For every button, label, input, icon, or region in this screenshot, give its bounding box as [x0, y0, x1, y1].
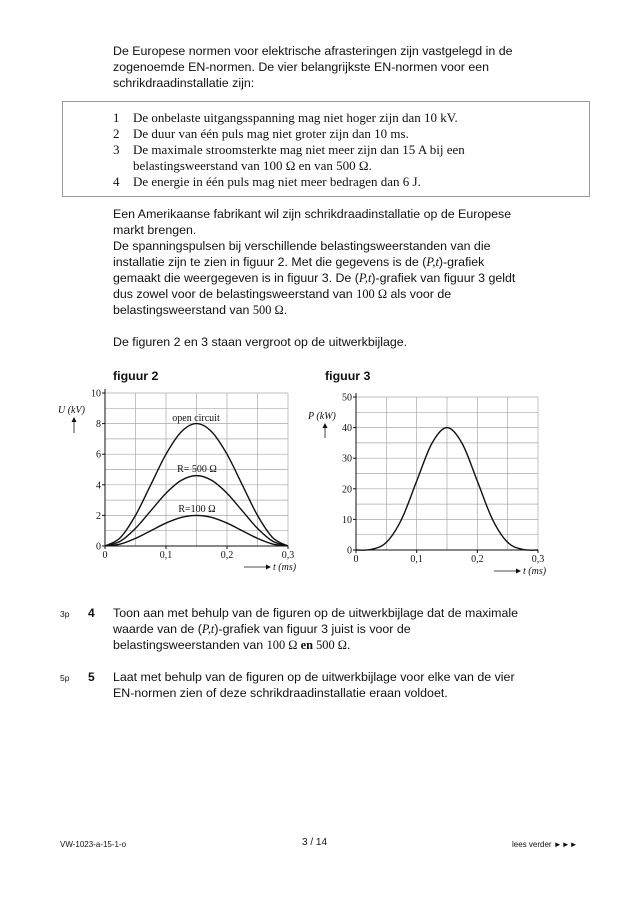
y-tick-label: 10 [91, 388, 101, 400]
body-line-5: gemaakt die weergegeven is in figuur 3. De (P,t)-grafiek van figuur 3 geldt [113, 271, 516, 285]
y-tick-label: 2 [96, 510, 101, 522]
pt-symbol: P,t [426, 255, 439, 269]
y-axis-label: U (kV) [58, 405, 85, 416]
norm-text: De onbelaste uitgangsspanning mag niet hoger zijn dan 10 kV. [133, 110, 458, 125]
resistance-500: 500 Ω [316, 638, 348, 652]
question-4-points: 3p [60, 609, 70, 619]
intro-line-2: zogenoemde EN-normen. De vier belangrijkste EN-normen voor een [113, 60, 490, 74]
x-tick-label: 0,3 [531, 554, 545, 565]
norm-text: belastingsweerstand van 100 Ω en van 500 Ω. [133, 158, 372, 173]
norm-number: 4 [113, 174, 120, 189]
norm-number: 2 [113, 126, 120, 141]
body-line-4: installatie zijn te zien in figuur 2. Met die gegevens is de (P,t)-grafiek [113, 255, 485, 269]
x-tick-label: 0,2 [471, 554, 484, 565]
resistance-500: 500 Ω [252, 303, 284, 317]
x-tick-label: 0,1 [410, 554, 423, 565]
y-tick-label: 30 [342, 453, 352, 465]
body-line-2: markt brengen. [113, 223, 197, 237]
x-axis-label: t (ms) [273, 562, 297, 573]
y-axis-arrowhead [323, 423, 328, 428]
x-tick-label: 0,3 [281, 550, 295, 561]
question-4-line-1: Toon aan met behulp van de figuren op de uitwerkbijlage dat de maximale [113, 606, 519, 620]
y-axis-label: P (kW) [308, 411, 336, 422]
resistance-100: 100 Ω [356, 287, 388, 301]
question-5-line-2: EN-normen zien of deze schrikdraadinstallatie eraan voldoet. [113, 686, 448, 700]
y-tick-label: 6 [96, 449, 101, 461]
question-5-number: 5 [88, 670, 95, 684]
y-tick-label: 0 [347, 545, 352, 557]
body-line-3: De spanningspulsen bij verschillende belastingsweerstanden van die [113, 239, 491, 253]
y-tick-label: 20 [342, 484, 352, 496]
x-tick-label: 0 [353, 554, 359, 565]
question-5-points: 5p [60, 673, 70, 683]
curve-label-open-circuit: open circuit [172, 413, 220, 424]
body-line-8: De figuren 2 en 3 staan vergroot op de uitwerkbijlage. [113, 335, 408, 349]
norm-text: De energie in één puls mag niet meer bedragen dan 6 J. [133, 174, 421, 189]
question-4-line-2: waarde van de (P,t)-grafiek van figuur 3 juist is voor de [113, 622, 411, 636]
question-5-line-1: Laat met behulp van de figuren op de uitwerkbijlage voor elke van de vier [113, 670, 515, 684]
intro-line-3: schrikdraadinstallatie zijn: [113, 76, 255, 90]
intro-line-1: De Europese normen voor elektrische afrasteringen zijn vastgelegd in de [113, 44, 513, 58]
footer-page: 3 / 14 [302, 837, 328, 848]
y-tick-label: 8 [96, 419, 101, 431]
body-line-1: Een Amerikaanse fabrikant wil zijn schrikdraadinstallatie op de Europese [113, 207, 512, 221]
figure-3-axes [353, 393, 538, 553]
body-line-6: dus zowel voor de belastingsweerstand van 100 Ω als voor de [113, 287, 452, 301]
pt-symbol: P,t [201, 622, 215, 636]
norm-number: 3 [113, 142, 120, 157]
pt-symbol: P,t [358, 271, 372, 285]
footer-code: VW-1023-a-15-1-o [60, 840, 127, 849]
x-tick-label: 0,2 [220, 550, 234, 561]
y-tick-label: 40 [342, 423, 352, 435]
figure-2-labels [58, 389, 297, 574]
resistance-100: 100 Ω [266, 638, 298, 652]
norm-number: 1 [113, 110, 120, 125]
and-word: en [297, 638, 317, 652]
figure-3-grid [356, 397, 538, 550]
y-tick-label: 10 [342, 514, 352, 526]
y-axis-arrowhead [72, 417, 77, 422]
curve-label-r500: R= 500 Ω [177, 464, 217, 475]
y-tick-label: 50 [342, 392, 352, 404]
question-4-line-3: belastingsweerstanden van 100 Ω en 500 Ω. [113, 638, 351, 652]
x-tick-label: 0 [102, 550, 108, 561]
figure-3-title: figuur 3 [325, 369, 371, 383]
x-axis-label: t (ms) [523, 566, 547, 577]
figure-2-title: figuur 2 [113, 369, 159, 383]
x-tick-label: 0,1 [159, 550, 173, 561]
figure-3-labels [307, 393, 547, 578]
norm-text: De maximale stroomsterkte mag niet meer zijn dan 15 A bij een [133, 142, 465, 157]
norm-text: De duur van één puls mag niet groter zijn dan 10 ms. [133, 126, 409, 141]
question-4-number: 4 [88, 606, 95, 620]
x-axis-arrowhead [266, 565, 271, 570]
curve-label-r100: R=100 Ω [178, 504, 216, 515]
x-axis-arrowhead [516, 569, 521, 574]
y-tick-label: 4 [96, 480, 101, 492]
footer-next: lees verder ►►► [512, 840, 578, 849]
y-tick-label: 0 [96, 541, 101, 553]
body-line-7: belastingsweerstand van 500 Ω. [113, 303, 288, 317]
